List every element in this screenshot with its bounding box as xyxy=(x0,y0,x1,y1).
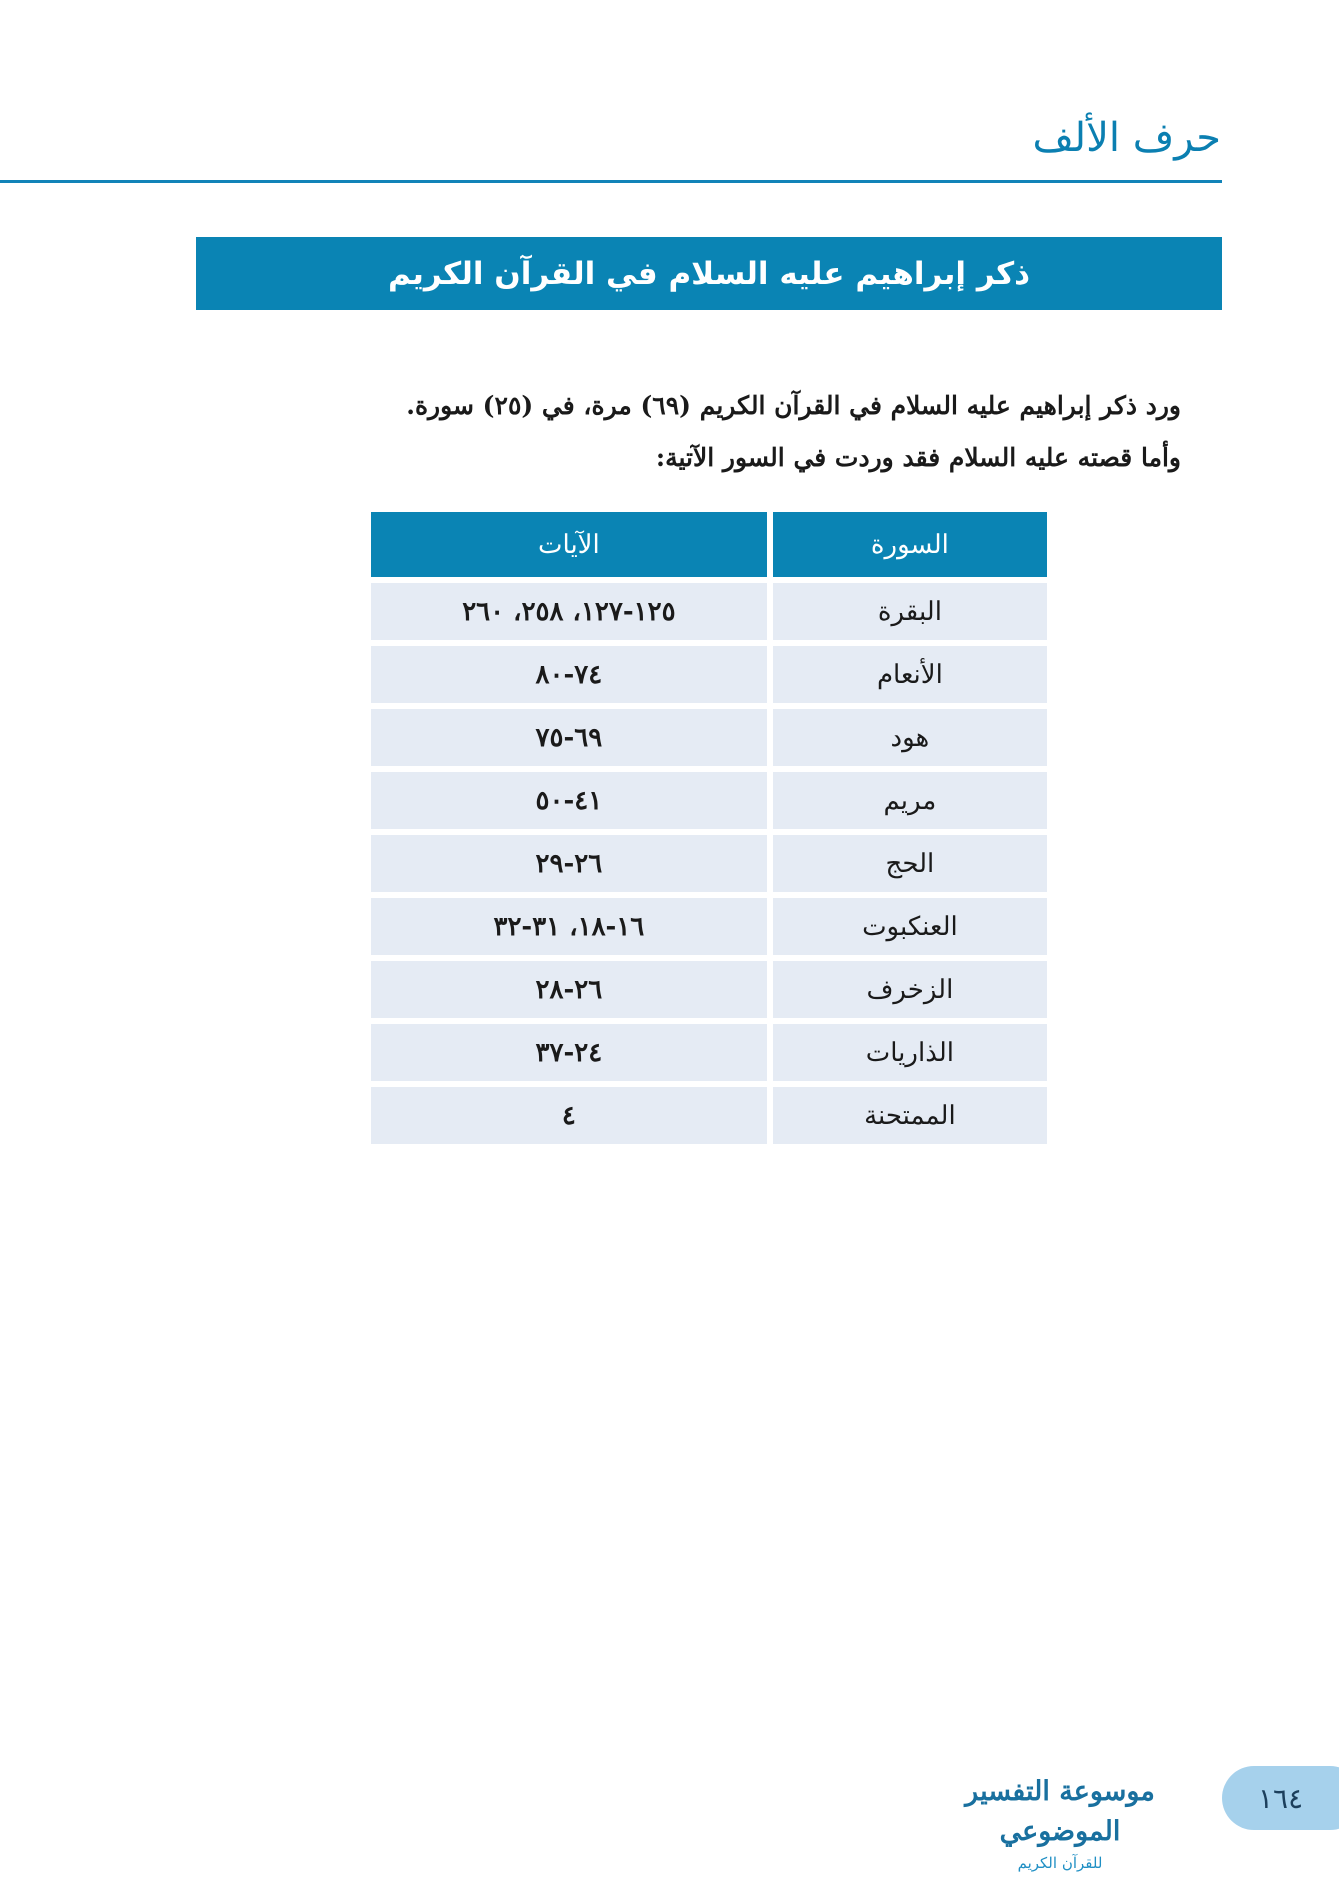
cell-surah: مريم xyxy=(773,772,1047,829)
cell-verses: ٦٩-٧٥ xyxy=(371,709,767,766)
cell-surah: الذاريات xyxy=(773,1024,1047,1081)
cell-verses: ٧٤-٨٠ xyxy=(371,646,767,703)
header-surah: السورة xyxy=(773,512,1047,577)
table-header-row xyxy=(371,512,1047,577)
cell-surah: هود xyxy=(773,709,1047,766)
cell-verses: ٢٦-٢٩ xyxy=(371,835,767,892)
intro-paragraph xyxy=(281,380,1181,484)
cell-surah: الممتحنة xyxy=(773,1087,1047,1144)
cell-surah: الحج xyxy=(773,835,1047,892)
chapter-title: حرف الألف xyxy=(1032,115,1221,161)
table-row xyxy=(371,646,1047,703)
table-row xyxy=(371,1087,1047,1144)
table-row xyxy=(371,961,1047,1018)
cell-verses: ١٢٥-١٢٧، ٢٥٨، ٢٦٠ xyxy=(371,583,767,640)
header-verses: الآيات xyxy=(371,512,767,577)
cell-verses: ٢٤-٣٧ xyxy=(371,1024,767,1081)
table-row xyxy=(371,583,1047,640)
section-title-banner xyxy=(196,237,1222,310)
page-number: ١٦٤ xyxy=(1258,1781,1304,1815)
cell-surah: البقرة xyxy=(773,583,1047,640)
header-divider xyxy=(0,180,1222,183)
logo-title: موسوعة التفسير الموضوعي xyxy=(965,1776,1155,1847)
cell-verses: ٤ xyxy=(371,1087,767,1144)
cell-surah: الأنعام xyxy=(773,646,1047,703)
cell-verses: ١٦-١٨، ٣١-٣٢ xyxy=(371,898,767,955)
section-title: ذكر إبراهيم عليه السلام في القرآن الكريم xyxy=(387,255,1031,292)
table-row xyxy=(371,835,1047,892)
cell-surah: العنكبوت xyxy=(773,898,1047,955)
surah-verses-table xyxy=(365,506,1053,1150)
logo-subtitle: للقرآن الكريم xyxy=(1017,1854,1103,1872)
cell-surah: الزخرف xyxy=(773,961,1047,1018)
cell-verses: ٤١-٥٠ xyxy=(371,772,767,829)
table-row xyxy=(371,772,1047,829)
table-row xyxy=(371,1024,1047,1081)
encyclopedia-logo xyxy=(930,1772,1190,1872)
table-row xyxy=(371,898,1047,955)
page-number-tab xyxy=(1222,1766,1339,1830)
table-row xyxy=(371,709,1047,766)
intro-line-2: وأما قصته عليه السلام فقد وردت في السور الآتية: xyxy=(655,443,1181,472)
intro-line-1: ورد ذكر إبراهيم عليه السلام في القرآن الكريم (٦٩) مرة، في (٢٥) سورة. xyxy=(406,391,1181,420)
cell-verses: ٢٦-٢٨ xyxy=(371,961,767,1018)
